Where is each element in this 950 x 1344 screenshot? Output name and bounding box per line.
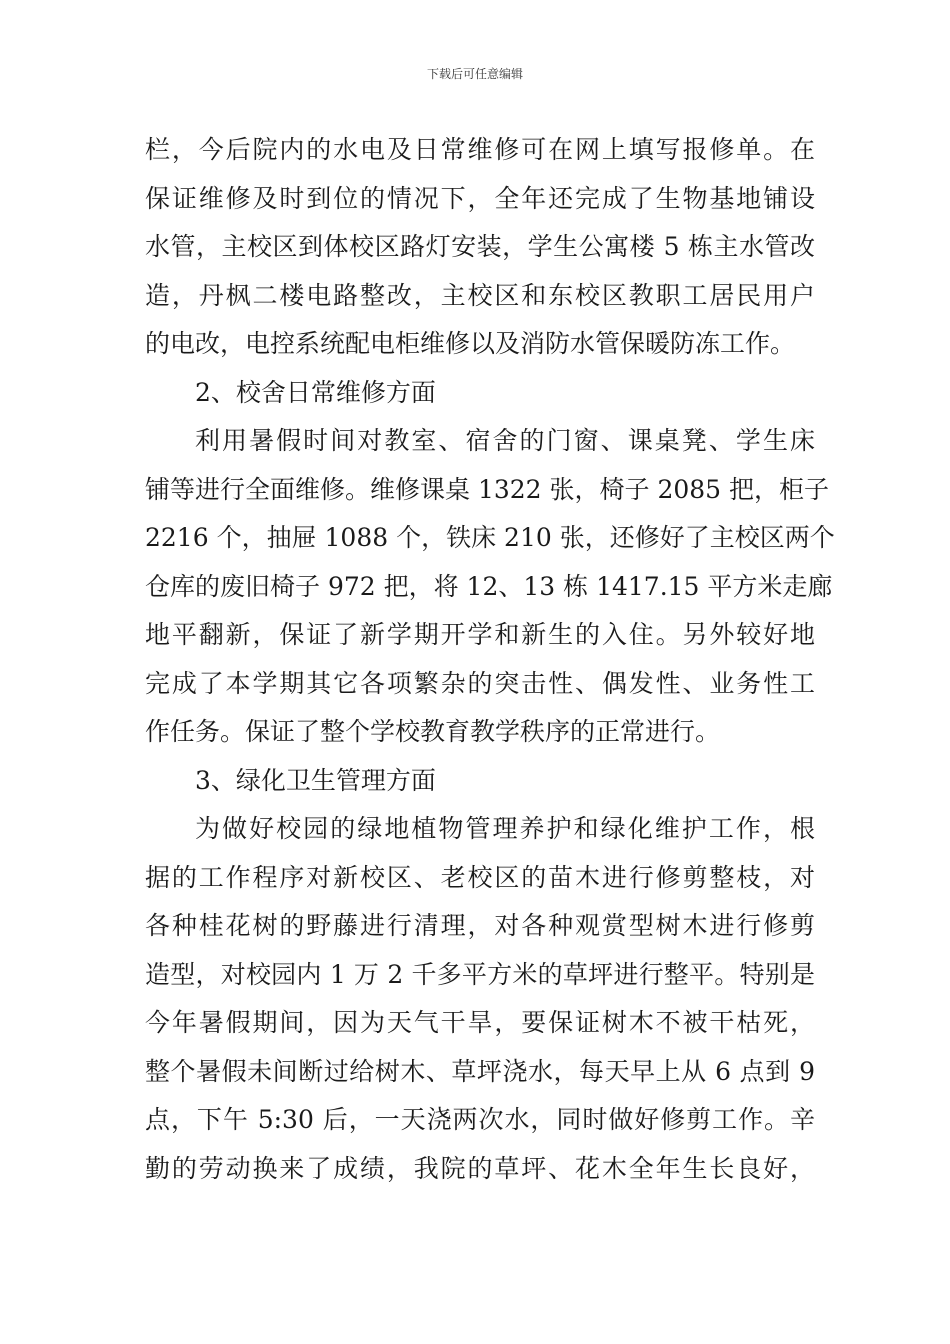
text-line: 利用暑假时间对教室、宿舍的门窗、课桌凳、学生床 [195,426,815,455]
text-line: 地平翻新，保证了新学期开学和新生的入住。另外较好地 [145,620,815,649]
page-header: 下载后可任意编辑 [426,67,523,81]
section-heading: 2、校舍日常维修方面 [195,377,436,407]
text-line: 铺等进行全面维修。维修课桌 1322 张，椅子 2085 把，柜子 [145,474,830,504]
text-line: 造，丹枫二楼电路整改，主校区和东校区教职工居民用户 [145,280,815,310]
section-heading: 3、绿化卫生管理方面 [195,765,436,795]
text-line: 的电改，电控系统配电柜维修以及消防水管保暖防冻工作。 [145,329,796,358]
text-line: 据的工作程序对新校区、老校区的苗木进行修剪整枝，对 [145,862,815,892]
text-line: 勤的劳动换来了成绩，我院的草坪、花木全年生长良好， [145,1153,815,1183]
text-line: 点，下午 5:30 后，一天浇两次水，同时做好修剪工作。辛 [145,1105,815,1134]
text-line: 仓库的废旧椅子 972 把，将 12、13 栋 1417.15 平方米走廊 [145,571,833,601]
text-line: 保证维修及时到位的情况下，全年还完成了生物基地铺设 [145,183,815,213]
text-line: 为做好校园的绿地植物管理养护和绿化维护工作，根 [195,814,815,843]
document-body [145,126,835,1193]
text-line: 水管，主校区到体校区路灯安装，学生公寓楼 5 栋主水管改 [145,232,815,261]
text-line: 完成了本学期其它各项繁杂的突击性、偶发性、业务性工 [145,668,815,698]
text-line: 今年暑假期间，因为天气干旱，要保证树木不被干枯死， [145,1008,815,1037]
text-line: 2216 个，抽屉 1088 个，铁床 210 张，还修好了主校区两个 [145,523,835,552]
text-line: 造型，对校园内 1 万 2 千多平方米的草坪进行整平。特别是 [145,959,815,989]
text-line: 整个暑假未间断过给树木、草坪浇水，每天早上从 6 点到 9 [145,1056,815,1086]
text-line: 栏，今后院内的水电及日常维修可在网上填写报修单。在 [145,135,815,164]
text-line: 各种桂花树的野藤进行清理，对各种观赏型树木进行修剪 [145,911,815,940]
text-line: 作任务。保证了整个学校教育教学秩序的正常进行。 [145,717,721,746]
